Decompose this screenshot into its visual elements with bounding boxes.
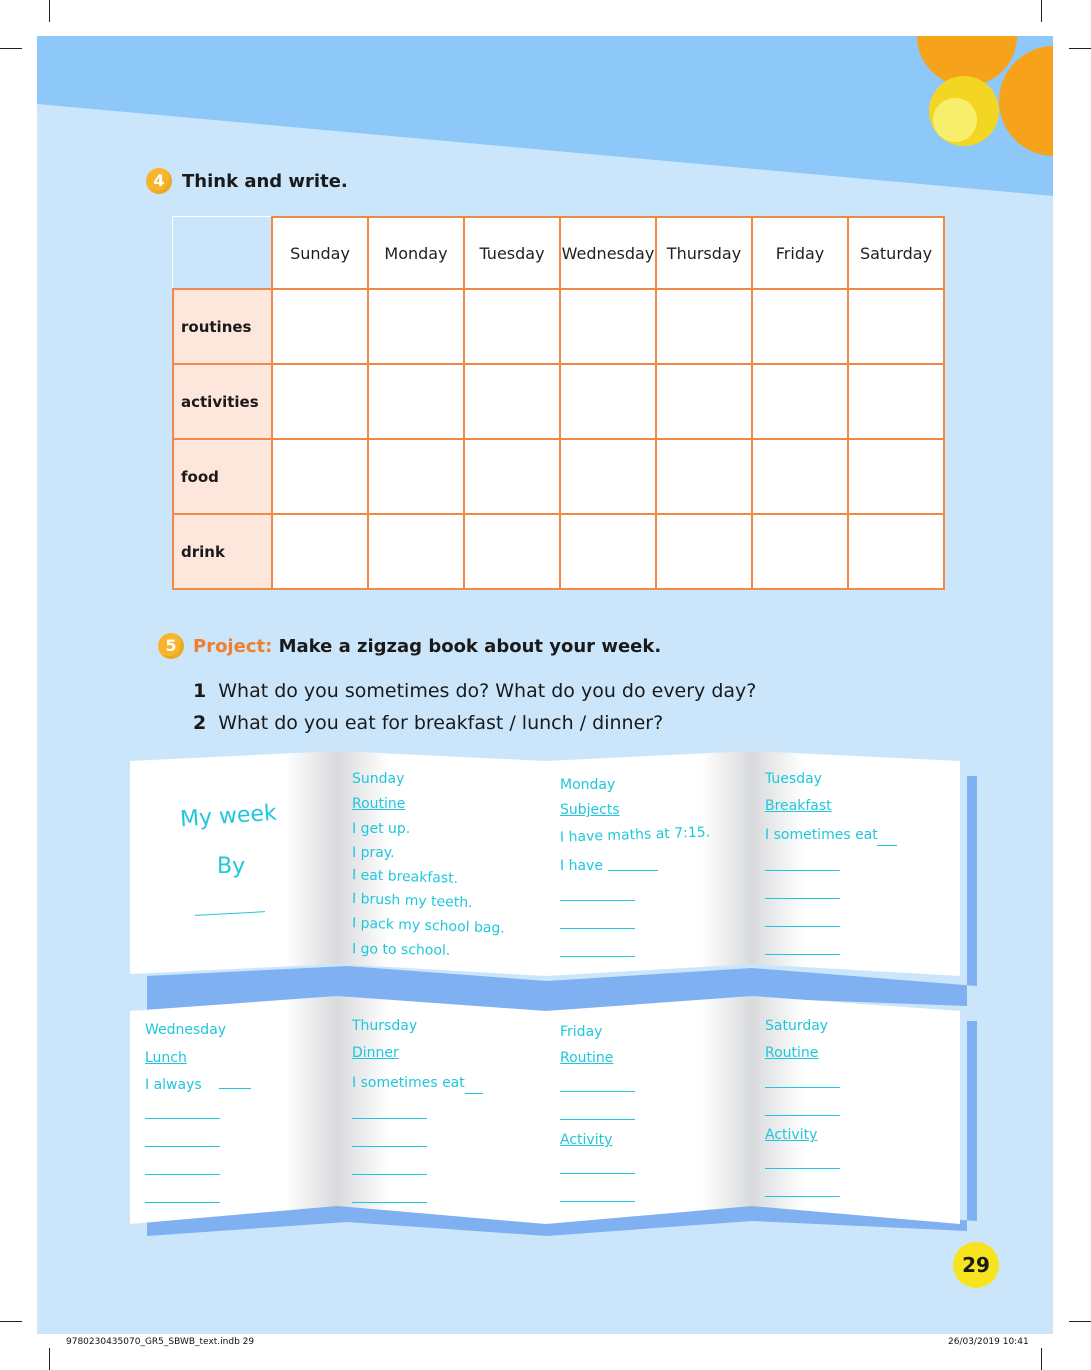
answer-blank[interactable] <box>352 1118 427 1119</box>
workbook-page <box>37 36 1053 1334</box>
week-table <box>172 216 945 590</box>
question-number: 2 <box>193 712 207 734</box>
day-header: Sunday <box>272 217 368 289</box>
book-line: I go to school. <box>351 941 451 959</box>
answer-blank[interactable] <box>560 956 635 957</box>
book-line: I sometimes eat <box>765 827 878 843</box>
crop-mark <box>49 0 50 22</box>
write-cell[interactable] <box>656 289 752 364</box>
write-cell[interactable] <box>368 289 464 364</box>
book-heading: Breakfast <box>765 798 832 814</box>
book-heading: Activity <box>765 1127 818 1143</box>
book-line: I get up. <box>352 821 411 837</box>
footer-file-info: 9780230435070_GR5_SBWB_text.indb 29 <box>66 1337 255 1347</box>
write-cell[interactable] <box>560 514 656 589</box>
write-cell[interactable] <box>368 439 464 514</box>
book-line: I always <box>145 1077 202 1093</box>
day-header: Tuesday <box>464 217 560 289</box>
write-cell[interactable] <box>464 364 560 439</box>
book-cover-title: My week <box>179 800 278 833</box>
exercise-number-badge: 5 <box>158 633 184 659</box>
answer-blank[interactable] <box>765 1115 840 1116</box>
day-header: Saturday <box>848 217 944 289</box>
book-heading: Dinner <box>352 1045 399 1061</box>
answer-blank[interactable] <box>560 1201 635 1202</box>
crop-mark <box>1041 0 1042 22</box>
project-title: Make a zigzag book about your week. <box>278 636 662 657</box>
book-heading: Routine <box>765 1045 819 1061</box>
book-heading: Routine <box>560 1050 614 1066</box>
answer-blank[interactable] <box>765 1196 840 1197</box>
row-header: activities <box>173 364 272 439</box>
exercise-title: Think and write. <box>182 171 348 192</box>
answer-blank[interactable] <box>765 954 840 955</box>
write-cell[interactable] <box>464 289 560 364</box>
table-row <box>173 439 944 514</box>
crop-mark <box>49 1348 50 1370</box>
book-cover-by: By <box>217 854 246 879</box>
answer-blank[interactable] <box>560 1091 635 1092</box>
question-text: What do you sometimes do? What do you do every day? <box>218 680 757 702</box>
write-cell[interactable] <box>752 289 848 364</box>
book-line: I sometimes eat <box>352 1075 465 1091</box>
answer-blank[interactable] <box>145 1146 220 1147</box>
project-label: Project: <box>193 636 273 657</box>
crop-mark <box>1041 1348 1042 1370</box>
write-cell[interactable] <box>368 364 464 439</box>
book-line: I pray. <box>352 845 395 861</box>
book-day-label: Monday <box>560 777 616 793</box>
table-corner <box>173 217 272 289</box>
exercise-number-badge: 4 <box>146 168 172 194</box>
day-header: Wednesday <box>560 217 656 289</box>
answer-blank[interactable] <box>765 870 840 871</box>
answer-blank[interactable] <box>352 1202 427 1203</box>
write-cell[interactable] <box>560 364 656 439</box>
answer-blank[interactable] <box>765 1168 840 1169</box>
book-day-label: Sunday <box>352 771 405 787</box>
book-line: I eat breakfast. <box>351 867 459 887</box>
table-row <box>173 514 944 589</box>
book-heading: Subjects <box>560 802 620 818</box>
book-day-label: Thursday <box>352 1018 418 1034</box>
write-cell[interactable] <box>464 439 560 514</box>
write-cell[interactable] <box>848 289 944 364</box>
question-number: 1 <box>193 680 207 702</box>
write-cell[interactable] <box>656 364 752 439</box>
write-cell[interactable] <box>752 514 848 589</box>
write-cell[interactable] <box>272 364 368 439</box>
crop-mark <box>1069 1321 1091 1322</box>
row-header: drink <box>173 514 272 589</box>
row-header: food <box>173 439 272 514</box>
book-line: I have <box>560 858 603 874</box>
write-cell[interactable] <box>848 439 944 514</box>
write-cell[interactable] <box>848 514 944 589</box>
day-header: Friday <box>752 217 848 289</box>
book-day-label: Saturday <box>765 1018 829 1034</box>
write-cell[interactable] <box>272 439 368 514</box>
table-header-row <box>173 217 944 289</box>
day-header: Thursday <box>656 217 752 289</box>
answer-blank[interactable] <box>219 1088 251 1089</box>
answer-blank[interactable] <box>145 1174 220 1175</box>
write-cell[interactable] <box>752 364 848 439</box>
crop-mark <box>0 48 22 49</box>
crop-mark <box>0 1321 22 1322</box>
book-day-label: Friday <box>560 1024 603 1040</box>
write-cell[interactable] <box>272 514 368 589</box>
write-cell[interactable] <box>560 439 656 514</box>
table-row <box>173 364 944 439</box>
question-item <box>193 680 756 702</box>
write-cell[interactable] <box>656 439 752 514</box>
answer-blank[interactable] <box>352 1146 427 1147</box>
book-heading: Routine <box>352 796 406 812</box>
page-number: 29 <box>953 1242 999 1288</box>
answer-blank[interactable] <box>765 898 840 899</box>
write-cell[interactable] <box>272 289 368 364</box>
answer-blank[interactable] <box>560 1173 635 1174</box>
book-line: I brush my teeth. <box>351 890 473 912</box>
book-line: I have maths at 7:15. <box>559 824 711 846</box>
answer-blank[interactable] <box>608 870 658 871</box>
day-header: Monday <box>368 217 464 289</box>
question-text: What do you eat for breakfast / lunch / dinner? <box>218 712 664 734</box>
answer-blank[interactable] <box>352 1174 427 1175</box>
answer-blank[interactable] <box>765 1087 840 1088</box>
answer-blank[interactable] <box>560 1119 635 1120</box>
answer-blank[interactable] <box>560 900 635 901</box>
write-cell[interactable] <box>560 289 656 364</box>
write-cell[interactable] <box>848 364 944 439</box>
write-cell[interactable] <box>464 514 560 589</box>
row-header: routines <box>173 289 272 364</box>
write-cell[interactable] <box>368 514 464 589</box>
answer-blank[interactable] <box>145 1118 220 1119</box>
decorative-circle <box>933 98 977 142</box>
book-day-label: Wednesday <box>145 1022 227 1038</box>
answer-blank[interactable] <box>465 1093 483 1094</box>
answer-blank[interactable] <box>560 928 635 929</box>
footer-date: 26/03/2019 10:41 <box>948 1337 1029 1347</box>
answer-blank[interactable] <box>145 1202 220 1203</box>
answer-blank[interactable] <box>765 926 840 927</box>
write-cell[interactable] <box>656 514 752 589</box>
crop-mark <box>1069 48 1091 49</box>
question-item <box>193 712 663 734</box>
write-cell[interactable] <box>752 439 848 514</box>
table-row <box>173 289 944 364</box>
book-heading: Lunch <box>145 1050 187 1066</box>
answer-blank[interactable] <box>877 845 897 846</box>
exercise-title <box>193 636 661 657</box>
book-line: I pack my school bag. <box>351 915 506 937</box>
book-day-label: Tuesday <box>765 771 822 787</box>
book-heading: Activity <box>560 1132 613 1148</box>
